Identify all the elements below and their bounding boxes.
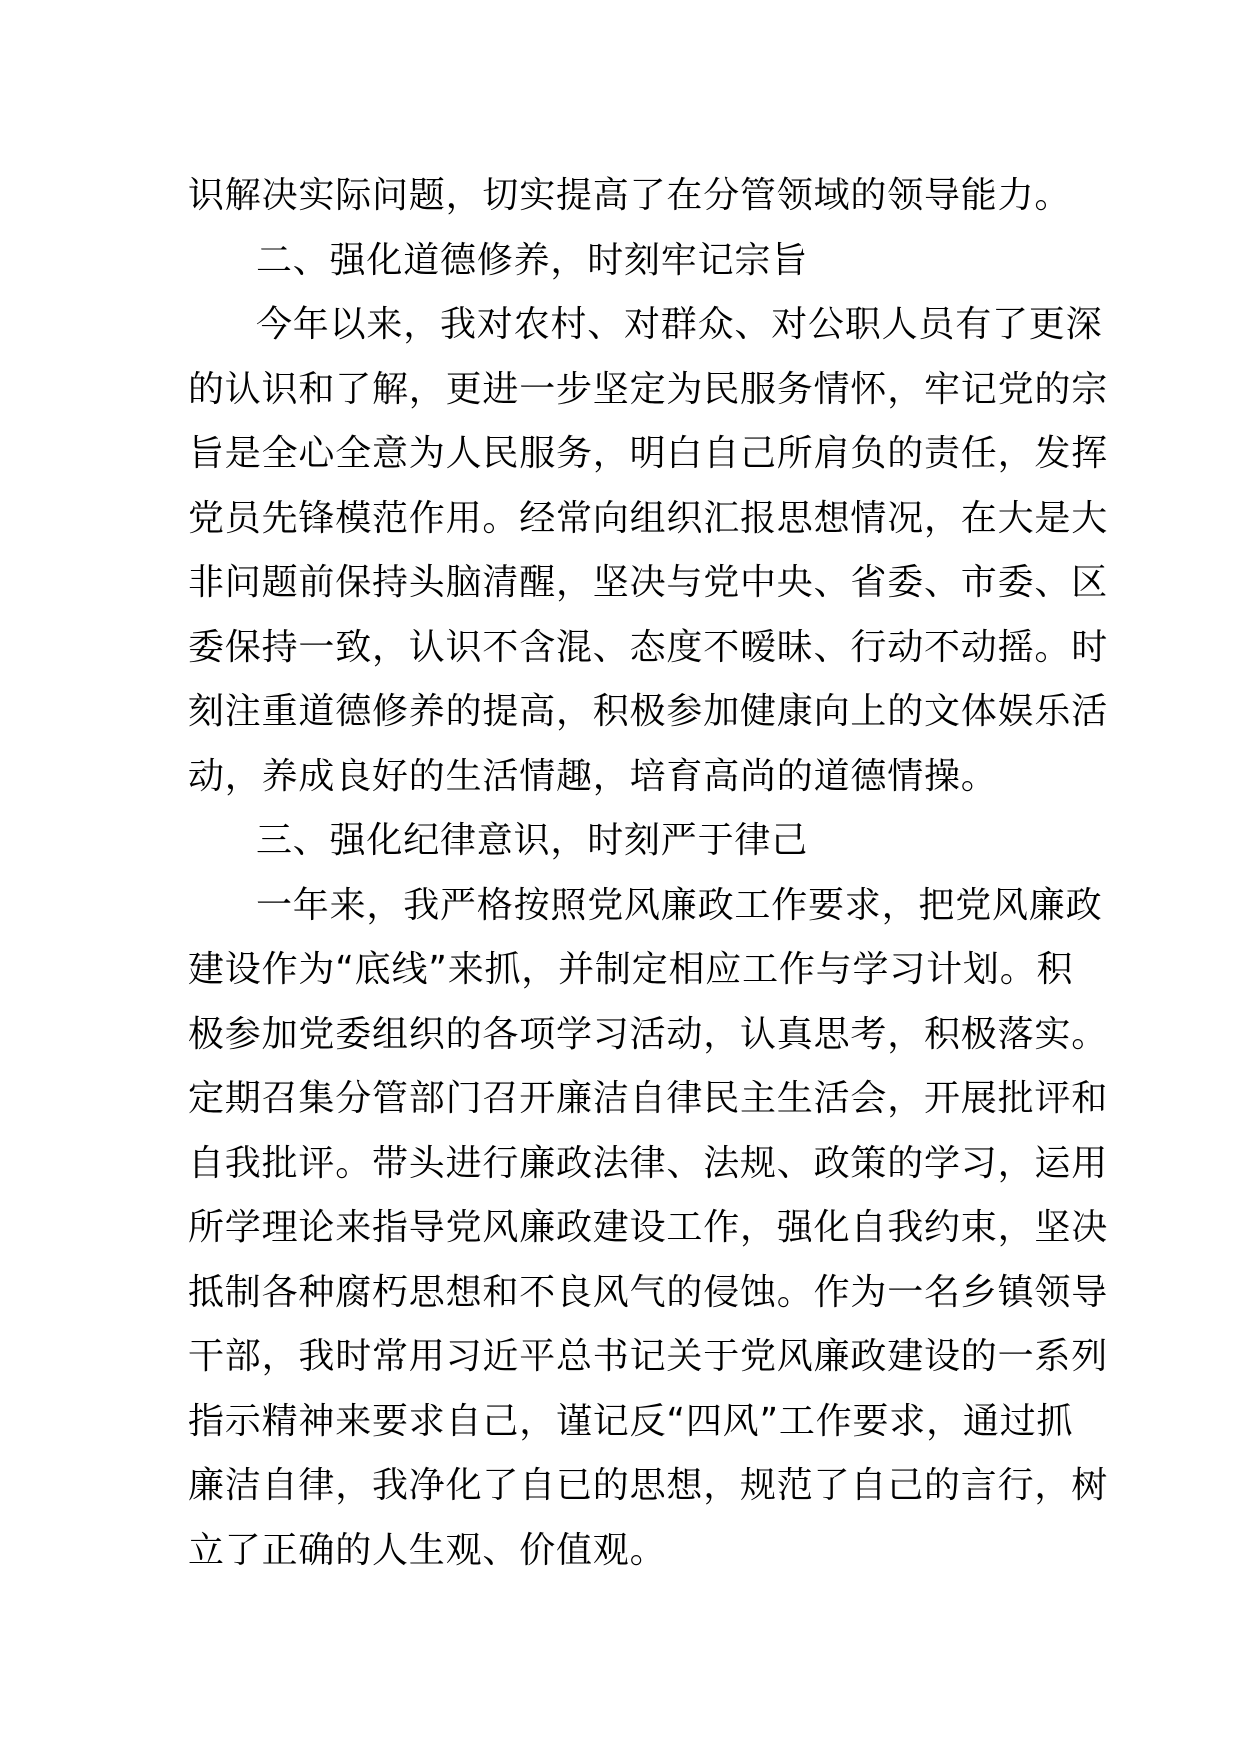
text-line: 刻注重道德修养的提高，积极参加健康向上的文体娱乐活 bbox=[188, 691, 1109, 732]
text-line: 极参加党委组织的各项学习活动，认真思考，积极落实。 bbox=[188, 1013, 1109, 1055]
text-line: 的认识和了解，更进一步坚定为民服务情怀，牢记党的宗 bbox=[188, 368, 1109, 410]
text-line: 干部，我时常用习近平总书记关于党风廉政建设的一系列 bbox=[188, 1336, 1109, 1377]
text-line: 识解决实际问题，切实提高了在分管领域的领导能力。 bbox=[188, 175, 1072, 216]
text-line: 自我批评。带头进行廉政法律、法规、政策的学习，运用 bbox=[188, 1142, 1109, 1184]
text-line: 旨是全心全意为人民服务，明白自己所肩负的责任，发挥 bbox=[188, 433, 1109, 474]
text-line: 非问题前保持头脑清醒，坚决与党中央、省委、市委、区 bbox=[188, 562, 1109, 603]
paragraph-first-line: 今年以来，我对农村、对群众、对公职人员有了更深 bbox=[256, 304, 1103, 345]
paragraph-first-line: 三、强化纪律意识，时刻严于律己 bbox=[256, 820, 809, 861]
text-line: 定期召集分管部门召开廉洁自律民主生活会，开展批评和 bbox=[188, 1078, 1109, 1119]
paragraph-first-line: 二、强化道德修养，时刻牢记宗旨 bbox=[256, 239, 809, 281]
text-line: 抵制各种腐朽思想和不良风气的侵蚀。作为一名乡镇领导 bbox=[188, 1271, 1109, 1313]
text-line: 立了正确的人生观、价值观。 bbox=[188, 1529, 667, 1571]
paragraph-first-line: 一年来，我严格按照党风廉政工作要求，把党风廉政 bbox=[256, 884, 1103, 926]
text-line: 动，养成良好的生活情趣，培育高尚的道德情操。 bbox=[188, 755, 998, 797]
text-line: 委保持一致，认识不含混、态度不暧昧、行动不动摇。时 bbox=[188, 626, 1109, 668]
text-line: 建设作为“底线”来抓，并制定相应工作与学习计划。积 bbox=[188, 949, 1074, 990]
text-line: 所学理论来指导党风廉政建设工作，强化自我约束，坚决 bbox=[188, 1207, 1109, 1248]
text-line: 廉洁自律，我净化了自已的思想，规范了自己的言行，树 bbox=[188, 1465, 1109, 1506]
document-body bbox=[188, 164, 1109, 1583]
text-line: 指示精神来要求自己，谨记反“四风”工作要求，通过抓 bbox=[188, 1400, 1074, 1442]
text-line: 党员先锋模范作用。经常向组织汇报思想情况，在大是大 bbox=[188, 497, 1109, 539]
